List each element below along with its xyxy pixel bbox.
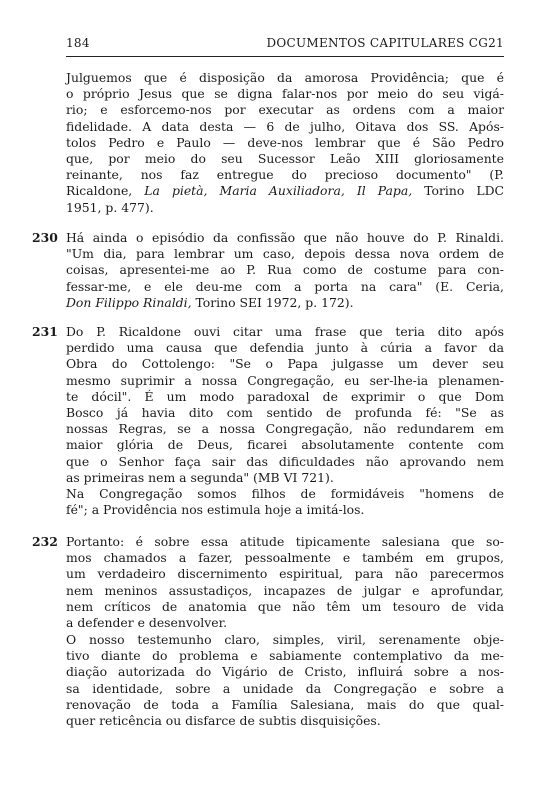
text-line: mesmo suprimir a nossa Congregação, eu ser-lhe-ia plenamen- [66, 372, 504, 388]
paragraph-number: 232 [32, 534, 58, 549]
text-line: sa identidade, sobre a unidade da Congregação e sobre a [66, 680, 504, 696]
text-line: Na Congregação somos filhos de formidáveis "homens de [66, 486, 504, 501]
text-line: Portanto: é sobre essa atitude tipicamente salesiana que so- [66, 534, 504, 549]
paragraph-231 [66, 324, 504, 486]
paragraph-continuation [66, 70, 504, 216]
paragraph-number: 230 [32, 230, 58, 245]
paragraph-continuation-231 [66, 486, 504, 518]
text-line: quer reticência ou disfarce de subtis disquisições. [66, 713, 381, 729]
text-line: perdido uma causa que defendia junto à cúria a favor da [66, 340, 504, 356]
text-line: Ricaldone, La pietà, Maria Auxiliadora, Il Papa, Torino LDC [66, 183, 504, 199]
text-line: Há ainda o episódio da confissão que não houve do P. Rinaldi. [66, 230, 504, 245]
text-line: rio; e esforcemo-nos por executar as ordens com a maior [66, 102, 504, 118]
text-line: O nosso testemunho claro, simples, viril, serenamente obje- [66, 632, 504, 647]
text-line: maior glória de Deus, ficarei absolutamente contente com [66, 437, 504, 453]
text-line: Don Filippo Rinaldi, Torino SEI 1972, p. 172). [66, 294, 354, 310]
running-header [66, 36, 504, 50]
text-line: tolos Pedro e Paulo — deve-nos lembrar que é São Pedro [66, 134, 504, 150]
text-line: te dócil". É um modo paradoxal de exprimir o que Dom [66, 388, 504, 404]
text-line: nem críticos de anatomia que não têm um tesouro de vida [66, 598, 504, 614]
book-title: Don Filippo Rinaldi, [66, 294, 192, 310]
text-line: fidelidade. A data desta — 6 de julho, Oitava dos SS. Após- [66, 118, 504, 134]
text-line: fessar-me, e ele deu-me com a porta na cara" (E. Ceria, [66, 278, 504, 294]
text-line: nossas Regras, se a nossa Congregação, não redundarem em [66, 421, 504, 437]
text-line: Do P. Ricaldone ouvi citar uma frase que teria dito após [66, 324, 504, 339]
paragraph-230 [66, 230, 504, 311]
text-line: renovação de toda a Família Salesiana, mais do que qual- [66, 696, 504, 712]
text-line: Obra do Cottolengo: "Se o Papa julgasse um dever seu [66, 356, 504, 372]
text-line: 1951, p. 477). [66, 199, 154, 215]
text-line: Bosco já havia dito com sentido de profunda fé: "Se as [66, 405, 504, 421]
text-line: que, por meio do seu Sucessor Leão XIII gloriosamente [66, 151, 504, 167]
paragraph-232 [66, 534, 504, 631]
text-line: o próprio Jesus que se digna falar-nos por meio do seu vigá- [66, 86, 504, 102]
paragraph-continuation-232 [66, 632, 504, 729]
text-line: "Um dia, para lembrar um caso, depois dessa nova ordem de [66, 246, 504, 262]
text-line: coisas, apresentei-me ao P. Rua como de costume para con- [66, 262, 504, 278]
text-line: Julguemos que é disposição da amorosa Providência; que é [66, 70, 504, 85]
text-line: mos chamados a fazer, pessoalmente e também em grupos, [66, 550, 504, 566]
text-line: a defender e desenvolver. [66, 615, 228, 631]
running-title: DOCUMENTOS CAPITULARES CG21 [266, 36, 504, 50]
text-line: tivo diante do problema e sabiamente contemplativo da me- [66, 648, 504, 664]
book-title: La pietà, Maria Auxiliadora, Il Papa, [144, 183, 413, 199]
paragraph-number: 231 [32, 324, 58, 339]
text-line: nem meninos assustadiços, incapazes de julgar e aprofundar, [66, 582, 504, 598]
text-line: fé"; a Providência nos estimula hoje a imitá-los. [66, 502, 365, 518]
text-line: diação autorizada do Vigário de Cristo, influirá sobre a nos- [66, 664, 504, 680]
header-rule [66, 56, 504, 57]
text-line: que o Senhor faça sair das dificuldades não aprovando nem [66, 453, 504, 469]
text-line: um verdadeiro discernimento espiritual, para não parecermos [66, 566, 504, 582]
text-line: as primeiras nem a segunda" (MB VI 721). [66, 469, 334, 485]
text-line: reinante, nos faz entregue do precioso documento" (P. [66, 167, 504, 183]
page-number: 184 [66, 36, 90, 50]
